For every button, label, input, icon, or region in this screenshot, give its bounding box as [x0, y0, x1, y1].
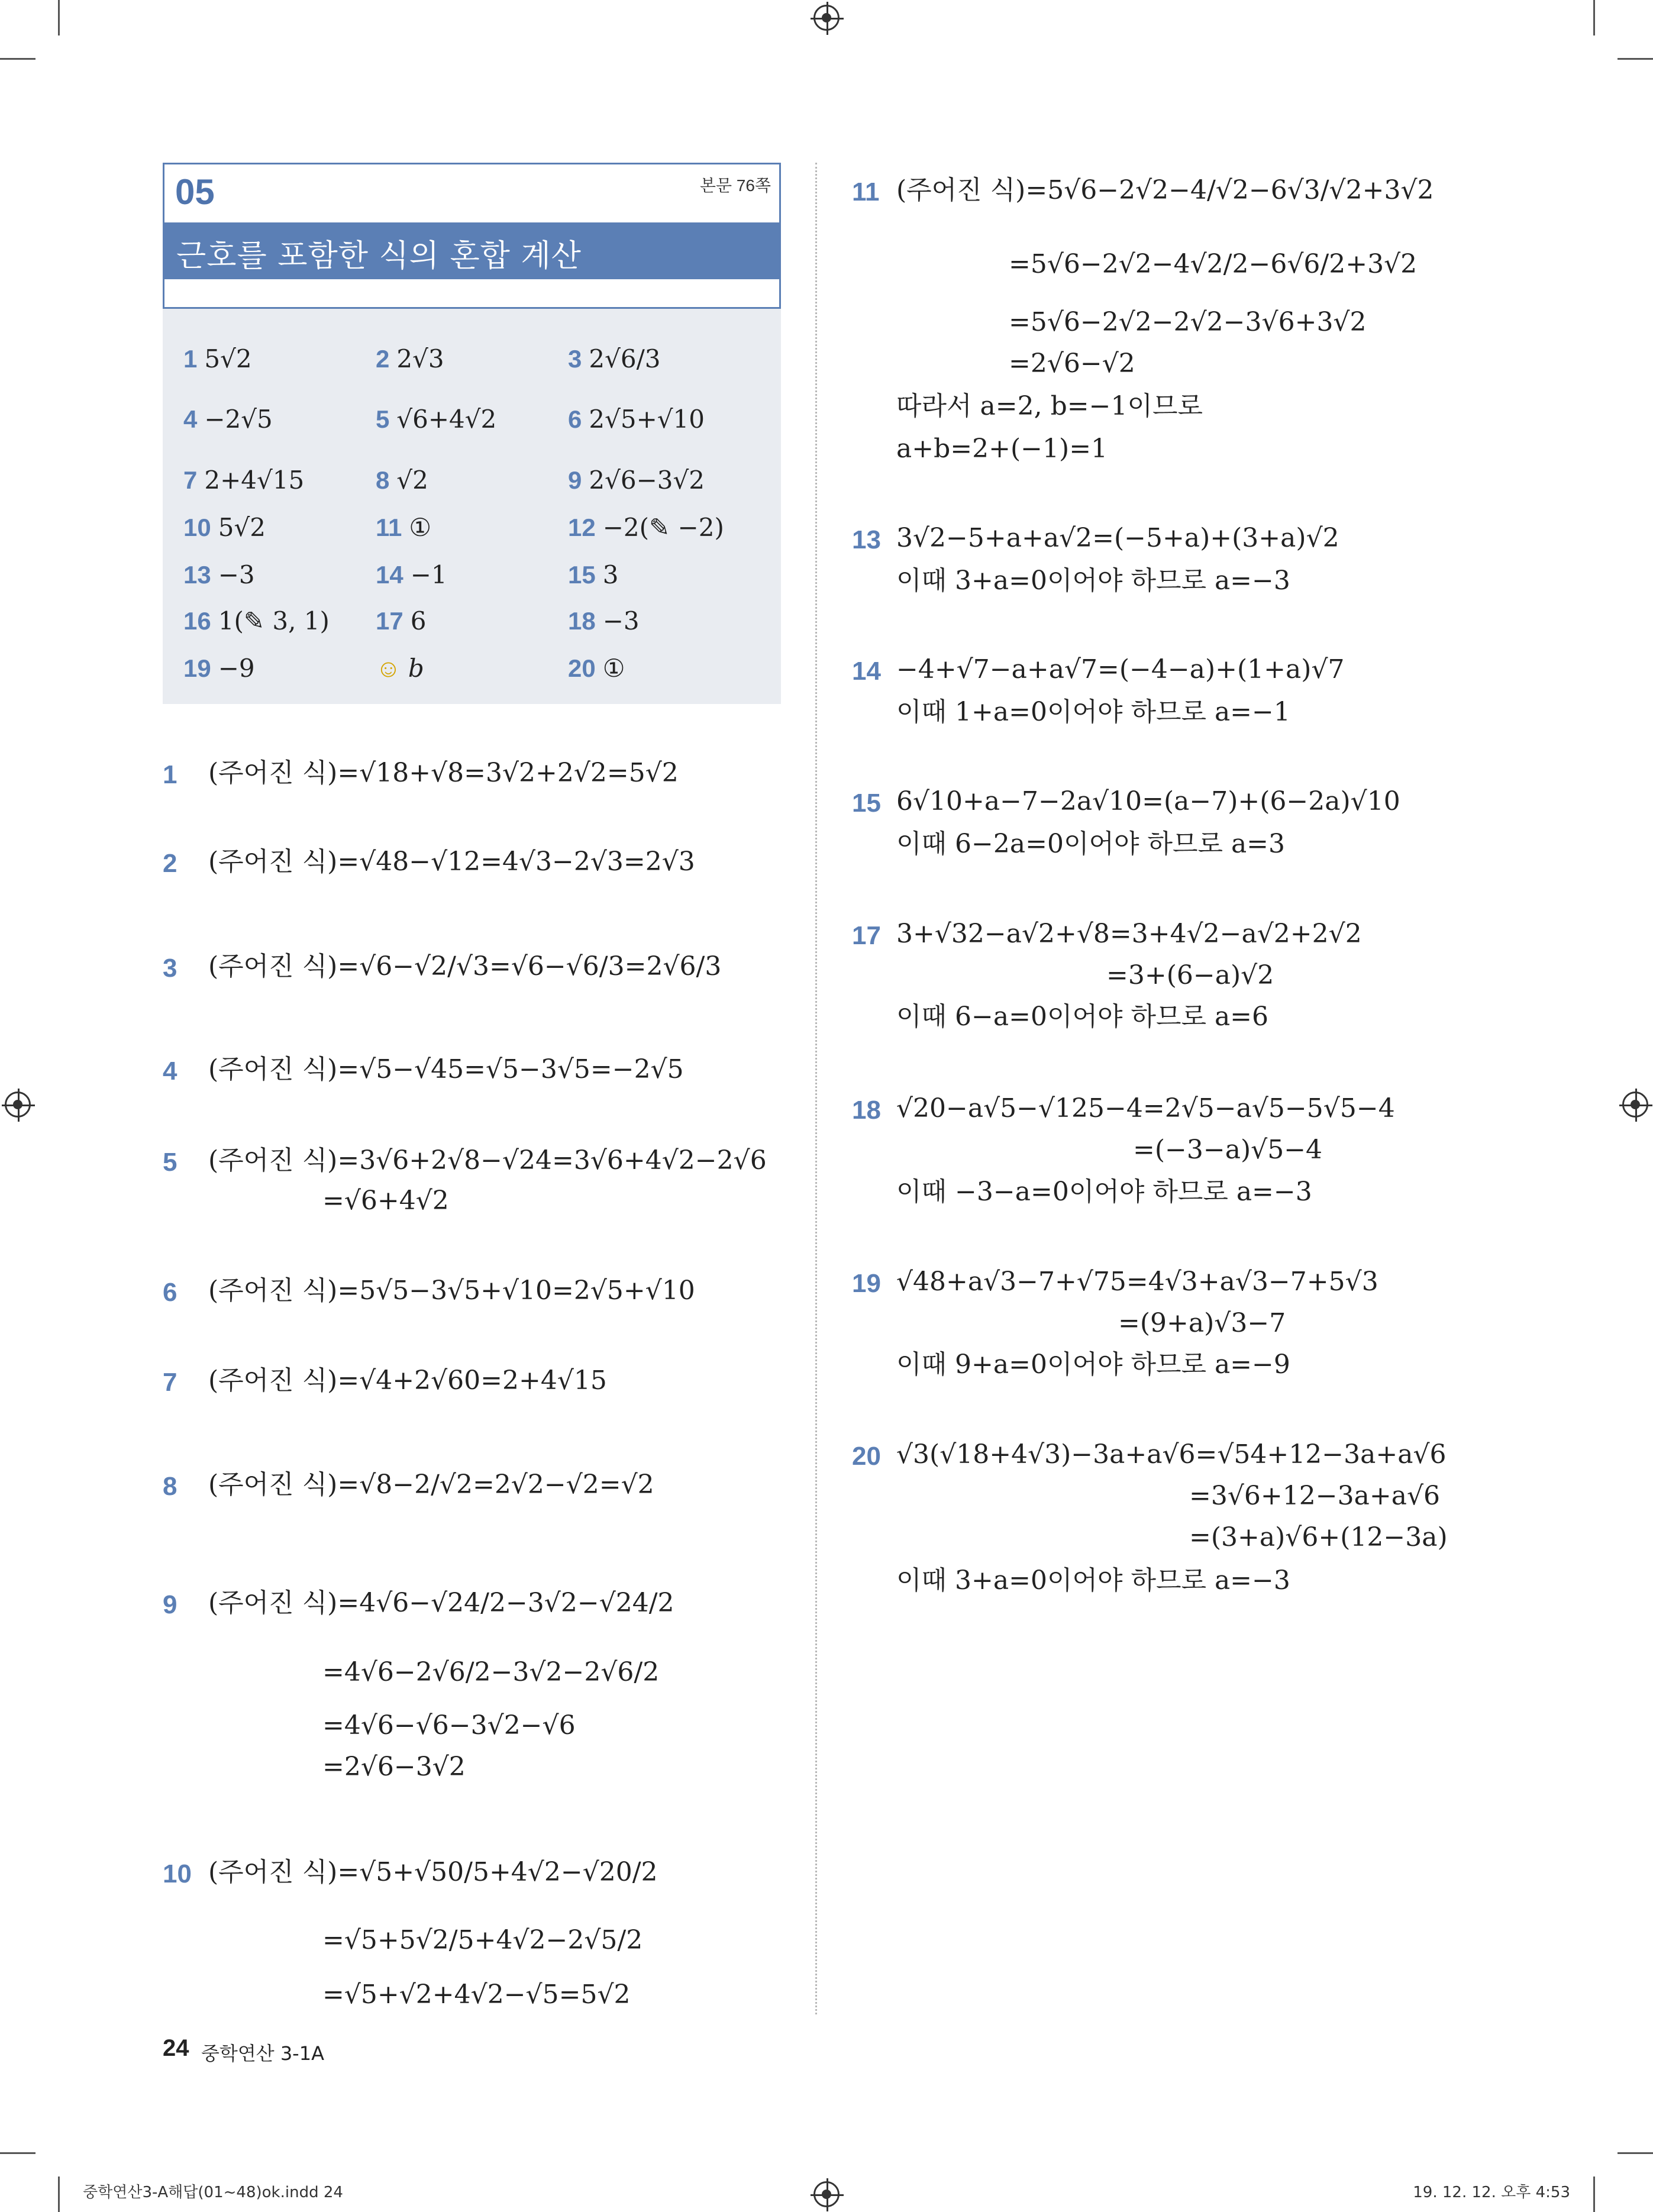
solution-number: 11: [852, 177, 880, 206]
answer-item: 16 1(✎ 3, 1): [183, 606, 330, 635]
section-number: 05: [175, 172, 215, 212]
page-number: 24: [163, 2035, 189, 2061]
solution-line: 3+√32−a√2+√8=3+4√2−a√2+2√2: [896, 919, 1362, 949]
solution-line: 따라서 a=2, b=−1이므로: [896, 391, 1203, 421]
solution-line: (주어진 식)=5√5−3√5+√10=2√5+√10: [208, 1275, 695, 1306]
solution-line: =(3+a)√6+(12−3a): [1189, 1522, 1448, 1552]
answer-item: 1 5√2: [183, 344, 252, 373]
solution-line: =3√6+12−3a+a√6: [1189, 1481, 1440, 1511]
solution-line: √20−a√5−√125−4=2√5−a√5−5√5−4: [896, 1093, 1395, 1123]
solution-line: 이때 −3−a=0이어야 하므로 a=−3: [896, 1177, 1312, 1207]
slug-date: 19. 12. 12. 오후 4:53: [1413, 2184, 1570, 2201]
answer-item: 8 √2: [376, 466, 428, 495]
solution-line: (주어진 식)=√5+√50/5+4√2−√20/2: [208, 1857, 658, 1887]
answer-item: 14 −1: [376, 560, 447, 589]
registration-mark-icon: [5, 1092, 31, 1118]
solution-number: 18: [852, 1096, 881, 1125]
solution-number: 19: [852, 1269, 881, 1298]
crop-mark: [58, 2177, 60, 2212]
solution-line: =4√6−√6−3√2−√6: [322, 1710, 576, 1740]
answer-item: 17 6: [376, 606, 427, 635]
solution-number: 4: [163, 1057, 177, 1086]
answer-item: 11 ①: [376, 513, 432, 542]
answer-item: 18 −3: [568, 606, 640, 635]
solution-number: 3: [163, 954, 177, 983]
crop-mark: [1593, 2177, 1595, 2212]
solution-number: 13: [852, 525, 881, 554]
solution-line: (주어진 식)=√5−√45=√5−3√5=−2√5: [208, 1054, 684, 1084]
solution-line: =5√6−2√2−2√2−3√6+3√2: [1009, 307, 1367, 337]
solution-number: 9: [163, 1590, 177, 1619]
solution-line: 3√2−5+a+a√2=(−5+a)+(3+a)√2: [896, 523, 1339, 553]
answer-item: 13 −3: [183, 560, 255, 589]
answer-item: 6 2√5+√10: [568, 405, 705, 434]
solution-line: (주어진 식)=√6−√2/√3=√6−√6/3=2√6/3: [208, 951, 722, 981]
crop-mark: [0, 2152, 35, 2154]
solution-line: =√5+5√2/5+4√2−2√5/2: [322, 1925, 643, 1955]
answer-item-bonus: ☺ b: [376, 654, 424, 683]
title-band: [164, 222, 779, 279]
answer-item: 5 √6+4√2: [376, 405, 497, 434]
page-reference: 본문 76쪽: [699, 176, 771, 195]
solution-number: 1: [163, 760, 177, 789]
registration-mark-icon: [813, 2181, 840, 2207]
solution-line: (주어진 식)=5√6−2√2−4/√2−6√3/√2+3√2: [896, 175, 1434, 205]
answer-item: 3 2√6/3: [568, 344, 661, 373]
answer-item: 20 ①: [568, 654, 625, 683]
book-title: 중학연산 3-1A: [201, 2042, 324, 2065]
solution-line: 이때 6−2a=0이어야 하므로 a=3: [896, 829, 1286, 859]
answer-item: 7 2+4√15: [183, 466, 305, 495]
solution-line: (주어진 식)=4√6−√24/2−3√2−√24/2: [208, 1588, 674, 1618]
solution-line: =(−3−a)√5−4: [1133, 1135, 1323, 1165]
answer-item: 2 2√3: [376, 344, 444, 373]
solution-line: −4+√7−a+a√7=(−4−a)+(1+a)√7: [896, 654, 1345, 684]
smiley-icon: ☺: [376, 654, 401, 682]
section-title: 근호를 포함한 식의 혼합 계산: [176, 238, 582, 274]
solution-number: 17: [852, 921, 881, 950]
answer-item: 12 −2(✎ −2): [568, 513, 724, 542]
answer-grid: [163, 309, 781, 704]
solution-line: (주어진 식)=3√6+2√8−√24=3√6+4√2−2√6: [208, 1145, 767, 1176]
solution-line: =√6+4√2: [322, 1186, 449, 1216]
solution-number: 7: [163, 1368, 177, 1397]
solution-line: =(9+a)√3−7: [1118, 1308, 1286, 1338]
registration-mark-icon: [813, 5, 840, 31]
solution-number: 2: [163, 849, 177, 878]
column-divider: [815, 163, 817, 2014]
solution-line: =5√6−2√2−4√2/2−6√6/2+3√2: [1009, 249, 1418, 279]
solution-line: 이때 9+a=0이어야 하므로 a=−9: [896, 1349, 1290, 1380]
solution-line: (주어진 식)=√48−√12=4√3−2√3=2√3: [208, 847, 695, 877]
slug-file-name: 중학연산3-A해답(01~48)ok.indd 24: [83, 2184, 343, 2201]
answer-item: 10 5√2: [183, 513, 266, 542]
solution-number: 6: [163, 1278, 177, 1307]
solution-line: =2√6−√2: [1009, 348, 1135, 379]
solution-line: √3(√18+4√3)−3a+a√6=√54+12−3a+a√6: [896, 1439, 1447, 1470]
solution-number: 14: [852, 657, 881, 686]
solution-line: =2√6−3√2: [322, 1752, 466, 1782]
crop-mark: [0, 58, 35, 60]
crop-mark: [1593, 0, 1595, 35]
solution-number: 15: [852, 789, 881, 818]
solution-line: 이때 3+a=0이어야 하므로 a=−3: [896, 1565, 1290, 1596]
solution-line: (주어진 식)=√4+2√60=2+4√15: [208, 1365, 607, 1396]
crop-mark: [1618, 2152, 1653, 2154]
crop-mark: [58, 0, 60, 35]
answer-item: 9 2√6−3√2: [568, 466, 705, 495]
solution-number: 5: [163, 1148, 177, 1177]
solution-line: 6√10+a−7−2a√10=(a−7)+(6−2a)√10: [896, 786, 1400, 816]
solution-line: =4√6−2√6/2−3√2−2√6/2: [322, 1657, 660, 1687]
answer-item: 4 −2√5: [183, 405, 273, 434]
solution-line: 이때 1+a=0이어야 하므로 a=−1: [896, 697, 1290, 727]
registration-mark-icon: [1622, 1092, 1648, 1118]
solution-number: 10: [163, 1859, 192, 1888]
solution-number: 8: [163, 1472, 177, 1501]
section-header: [163, 163, 781, 309]
solution-line: a+b=2+(−1)=1: [896, 434, 1108, 464]
solution-line: =√5+√2+4√2−√5=5√2: [322, 1980, 631, 2010]
answer-item: 19 −9: [183, 654, 255, 683]
solution-line: 이때 3+a=0이어야 하므로 a=−3: [896, 566, 1290, 596]
solution-line: =3+(6−a)√2: [1106, 960, 1274, 990]
solution-line: (주어진 식)=√8−2/√2=2√2−√2=√2: [208, 1470, 654, 1500]
solution-number: 20: [852, 1442, 881, 1471]
answer-item: 15 3: [568, 560, 619, 589]
solution-line: √48+a√3−7+√75=4√3+a√3−7+5√3: [896, 1267, 1378, 1297]
solution-line: 이때 6−a=0이어야 하므로 a=6: [896, 1002, 1269, 1032]
solution-line: (주어진 식)=√18+√8=3√2+2√2=5√2: [208, 758, 679, 788]
crop-mark: [1618, 58, 1653, 60]
